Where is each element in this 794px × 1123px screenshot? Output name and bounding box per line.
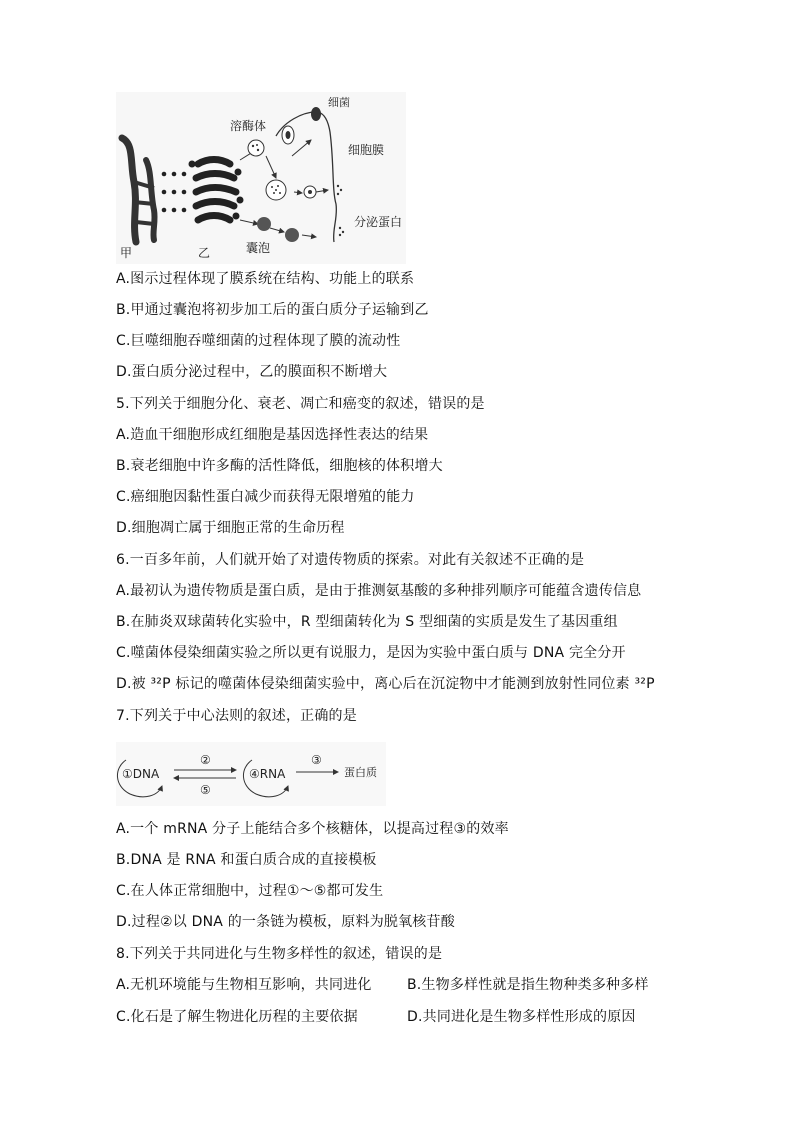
q7-stem: 7.下列关于中心法则的叙述，正确的是 [116,708,357,724]
q8-option-d: D.共同进化是生物多样性形成的原因 [407,1009,636,1025]
label-secretory-protein: 分泌蛋白 [354,215,403,229]
q5-stem: 5.下列关于细胞分化、衰老、凋亡和癌变的叙述，错误的是 [116,396,485,412]
q7-option-a: A.一个 mRNA 分子上能结合多个核糖体，以提高过程③的效率 [116,821,509,837]
label-jia: 甲 [120,246,133,260]
q6-stem: 6.一百多年前，人们就开始了对遗传物质的探索。对此有关叙述不正确的是 [116,552,585,568]
q4-option-d: D.蛋白质分泌过程中，乙的膜面积不断增大 [116,364,388,380]
q5-option-a: A.造血干细胞形成红细胞是基因选择性表达的结果 [116,427,429,443]
q7-option-c: C.在人体正常细胞中，过程①～⑤都可发生 [116,883,384,899]
dogma-protein-label: 蛋白质 [344,766,377,779]
label-lysosome: 溶酶体 [230,119,267,133]
q4-option-c: C.巨噬细胞吞噬细菌的过程体现了膜的流动性 [116,333,401,349]
dogma-arrow-2: ② [200,753,211,767]
q7-option-d: D.过程②以 DNA 的一条链为模板，原料为脱氧核苷酸 [116,914,455,930]
q8-stem: 8.下列关于共同进化与生物多样性的叙述，错误的是 [116,946,443,962]
q8-option-a: A.无机环境能与生物相互影响，共同进化 [116,977,372,993]
lysosome-shape [248,140,264,156]
q4-option-a: A.图示过程体现了膜系统在结构、功能上的联系 [116,271,415,287]
label-yi: 乙 [198,246,211,260]
label-vesicle: 囊泡 [246,241,271,255]
central-dogma-figure [116,742,386,806]
dogma-arrow-5: ⑤ [200,783,211,797]
q6-option-a: A.最初认为遗传物质是蛋白质，是由于推测氨基酸的多种排列顺序可能蕴含遗传信息 [116,583,642,599]
q8-option-c: C.化石是了解生物进化历程的主要依据 [116,1009,358,1025]
q6-option-d: D.被 ³²P 标记的噬菌体侵染细菌实验中，离心后在沉淀物中才能测到放射性同位素 ³²P [116,676,655,692]
dogma-arrow-3: ③ [311,753,322,767]
q5-option-c: C.癌细胞因黏性蛋白减少而获得无限增殖的能力 [116,489,415,505]
q7-option-b: B.DNA 是 RNA 和蛋白质合成的直接模板 [116,852,377,868]
dogma-dna-label: ①DNA [122,767,160,781]
label-cell-membrane: 细胞膜 [348,143,385,157]
q6-option-c: C.噬菌体侵染细菌实验之所以更有说服力，是因为实验中蛋白质与 DNA 完全分开 [116,645,626,661]
q5-option-b: B.衰老细胞中许多酶的活性降低，细胞核的体积增大 [116,458,443,474]
q6-option-b: B.在肺炎双球菌转化实验中，R 型细菌转化为 S 型细菌的实质是发生了基因重组 [116,614,618,630]
q5-option-d: D.细胞凋亡属于细胞正常的生命历程 [116,520,345,536]
label-bacterium: 细菌 [328,96,350,109]
q8-option-b: B.生物多样性就是指生物种类多种多样 [407,977,649,993]
dogma-rna-label: ④RNA [249,767,286,781]
q4-option-b: B.甲通过囊泡将初步加工后的蛋白质分子运输到乙 [116,302,429,318]
membrane-system-figure [116,92,406,264]
